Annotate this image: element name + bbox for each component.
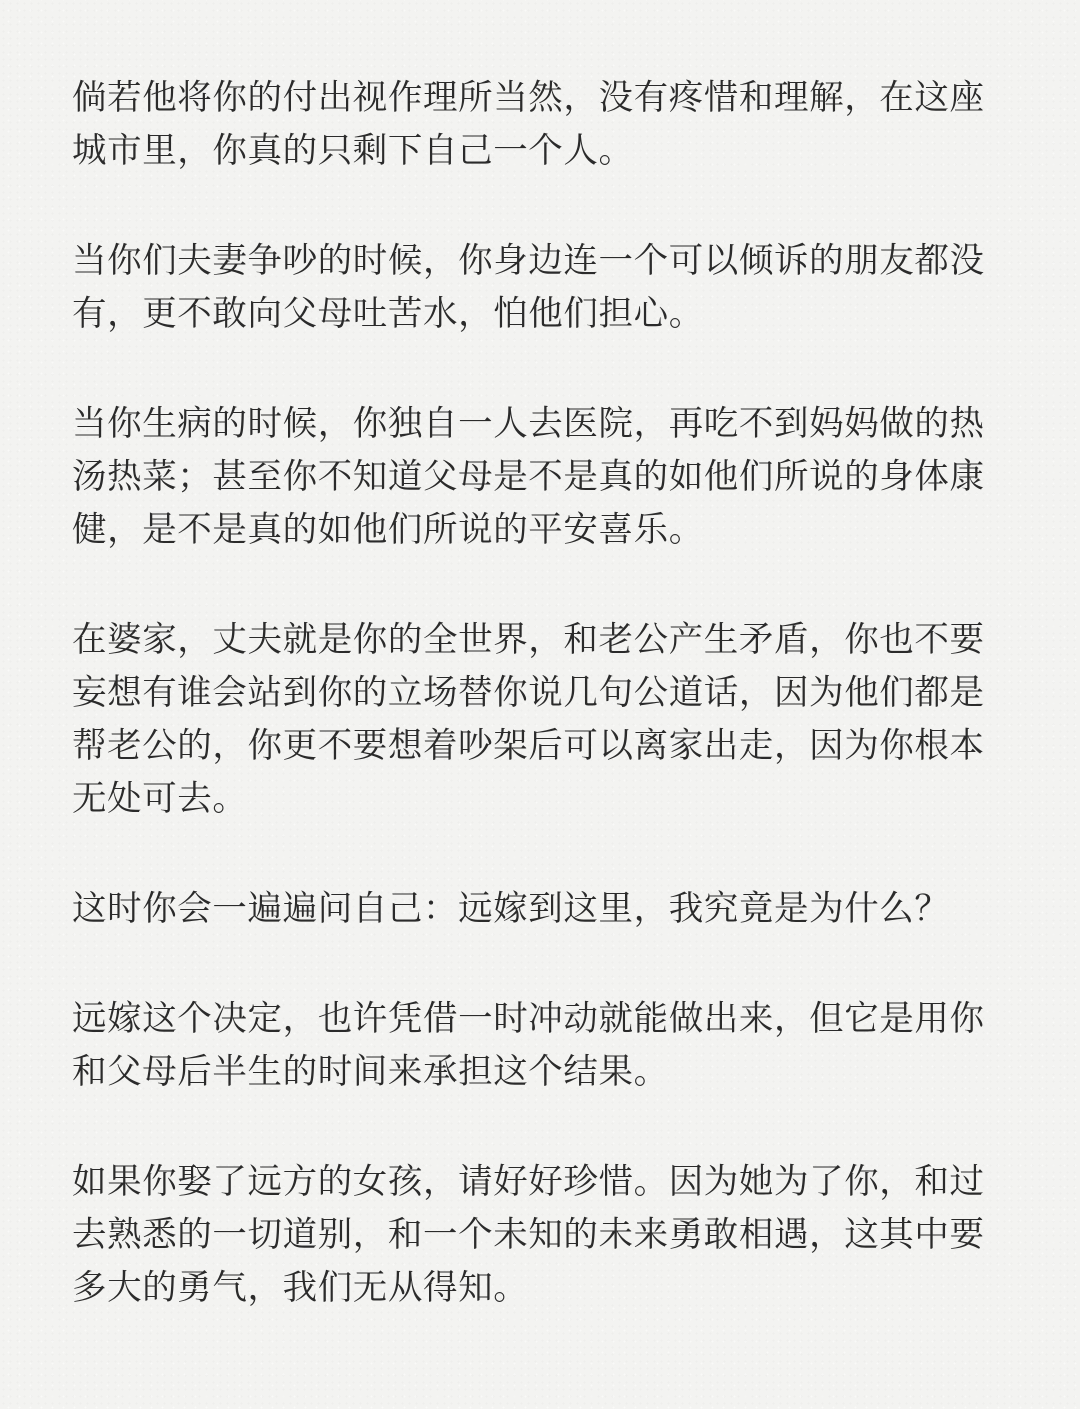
- paragraph-6: 远嫁这个决定，也许凭借一时冲动就能做出来，但它是用你和父母后半生的时间来承担这个结果。: [72, 999, 985, 1092]
- paragraph-5: 这时你会一遍遍问自己：远嫁到这里，我究竟是为什么？: [72, 889, 950, 929]
- article-body: [72, 72, 1008, 1315]
- paragraph-1: 倘若他将你的付出视作理所当然，没有疼惜和理解，在这座城市里，你真的只剩下自己一个人。: [72, 78, 985, 171]
- paragraph-7: 如果你娶了远方的女孩，请好好珍惜。因为她为了你，和过去熟悉的一切道别，和一个未知的未来勇敢相遇，这其中要多大的勇气，我们无从得知。: [72, 1162, 985, 1308]
- paragraph-4: 在婆家，丈夫就是你的全世界，和老公产生矛盾，你也不要妄想有谁会站到你的立场替你说几句公道话，因为他们都是帮老公的，你更不要想着吵架后可以离家出走，因为你根本无处可去。: [72, 620, 985, 819]
- paragraph-3: 当你生病的时候，你独自一人去医院，再吃不到妈妈做的热汤热菜；甚至你不知道父母是不是真的如他们所说的身体康健，是不是真的如他们所说的平安喜乐。: [72, 404, 985, 550]
- paragraph-2: 当你们夫妻争吵的时候，你身边连一个可以倾诉的朋友都没有，更不敢向父母吐苦水，怕他们担心。: [72, 241, 985, 334]
- cut-off-text-line: [72, 0, 372, 4]
